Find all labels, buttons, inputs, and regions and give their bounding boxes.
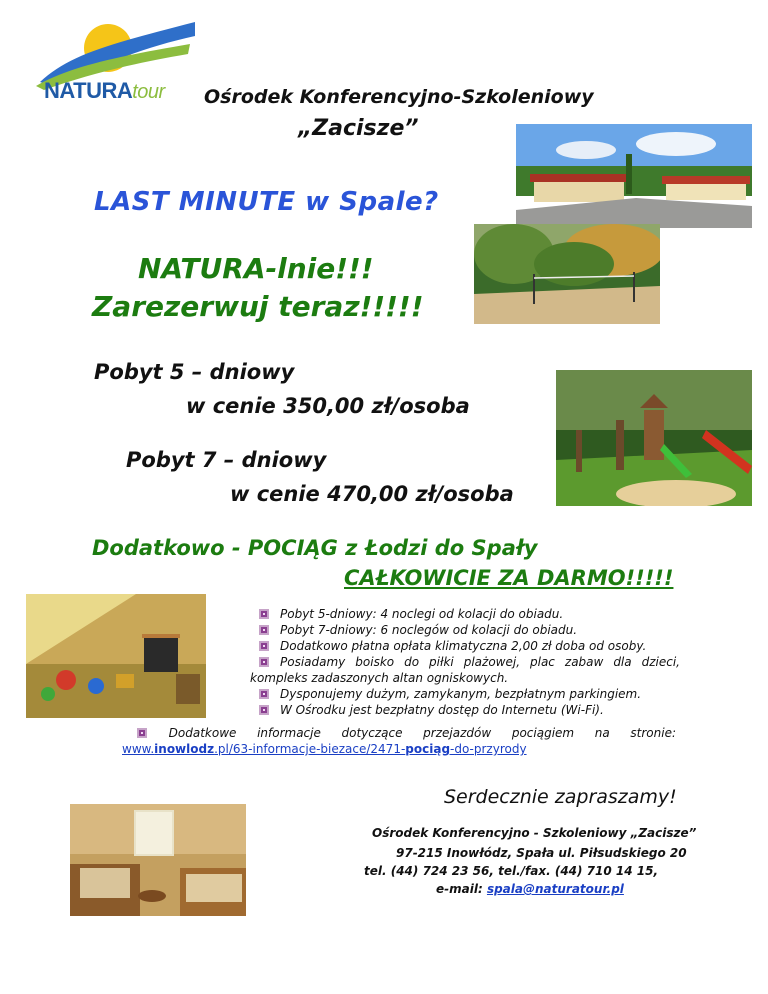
link-part: www.	[122, 742, 155, 756]
center-name: Ośrodek Konferencyjno-Szkoleniowy	[204, 86, 594, 108]
offer-7day-duration: Pobyt 7 – dniowy	[126, 448, 327, 472]
extra-word: informacje	[257, 726, 321, 740]
logo-brand: NATURA	[44, 78, 133, 103]
list-item-text: Dodatkowo płatna opłata klimatyczna 2,00 zł doba od osoby.	[280, 639, 647, 653]
list-item-text: Posiadamy boisko do piłki plażowej, plac zabaw dla dzieci,	[280, 655, 680, 669]
beach-volleyball-court-photo	[474, 224, 660, 324]
contact-name: Ośrodek Konferencyjno - Szkoleniowy „Zacisze”	[372, 826, 697, 840]
building-photo	[516, 124, 752, 228]
list-item-continuation: kompleks zadaszonych altan ogniskowych.	[250, 671, 509, 685]
list-item-text: Pobyt 5-dniowy: 4 noclegi od kolacji do obiadu.	[280, 607, 564, 621]
extra-info-line	[136, 726, 676, 740]
extra-word: na	[594, 726, 610, 740]
offer-5day-price: w cenie 350,00 zł/osoba	[186, 394, 470, 418]
train-offer-line2: CAŁKOWICIE ZA DARMO!!!!!	[344, 566, 674, 590]
link-part: .pl/63-informacje-biezace/2471-	[214, 742, 406, 756]
playground-photo	[556, 370, 752, 506]
bullet-icon	[258, 704, 270, 716]
bullet-icon	[258, 624, 270, 636]
link-part: -do-przyrody	[450, 742, 527, 756]
extra-word: dotyczące	[341, 726, 403, 740]
link-part: pociąg	[405, 742, 451, 756]
list-item	[250, 654, 680, 670]
train-offer-line1: Dodatkowo - POCIĄG z Łodzi do Spały	[92, 536, 538, 560]
bullet-icon	[258, 688, 270, 700]
list-item	[250, 622, 680, 638]
link-part: inowlodz	[154, 742, 215, 756]
list-item-text: W Ośrodku jest bezpłatny dostęp do Internetu (Wi-Fi).	[280, 703, 604, 717]
contact-address: 97-215 Inowłódz, Spała ul. Piłsudskiego 20	[396, 846, 687, 860]
contact-email-line	[436, 882, 624, 896]
logo-wordmark	[44, 78, 165, 104]
children-playroom-photo	[26, 594, 206, 718]
list-item-text: Dysponujemy dużym, zamykanym, bezpłatnym parkingiem.	[280, 687, 642, 701]
extra-word: Dodatkowe	[168, 726, 237, 740]
hotel-room-photo	[70, 804, 246, 916]
offer-7day-price: w cenie 470,00 zł/osoba	[230, 482, 514, 506]
email-label: e-mail:	[436, 882, 487, 896]
promo-slogan-line2: Zarezerwuj teraz!!!!!	[92, 290, 424, 323]
closing-greeting: Serdecznie zapraszamy!	[444, 786, 677, 808]
list-item	[250, 686, 680, 702]
logo-brand-suffix: tour	[132, 81, 165, 103]
center-title: „Zacisze”	[298, 116, 419, 141]
promo-headline: LAST MINUTE w Spale?	[94, 187, 439, 217]
extra-word: przejazdów	[423, 726, 492, 740]
train-info-link[interactable]	[122, 742, 527, 756]
offer-5day-duration: Pobyt 5 – dniowy	[94, 360, 295, 384]
extra-word: stronie:	[630, 726, 676, 740]
promo-slogan-line1: NATURA-lnie!!!	[138, 252, 374, 285]
extra-word: pociągiem	[511, 726, 575, 740]
bullet-icon	[136, 727, 148, 739]
list-item	[250, 606, 680, 622]
email-link[interactable]: spala@naturatour.pl	[486, 882, 624, 896]
list-item	[250, 638, 680, 654]
amenities-list	[250, 606, 680, 718]
list-item-text: Pobyt 7-dniowy: 6 noclegów od kolacji do obiadu.	[280, 623, 578, 637]
bullet-icon	[258, 640, 270, 652]
contact-phone: tel. (44) 724 23 56, tel./fax. (44) 710 14 15,	[364, 864, 659, 878]
list-item	[250, 702, 680, 718]
bullet-icon	[258, 656, 270, 668]
bullet-icon	[258, 608, 270, 620]
